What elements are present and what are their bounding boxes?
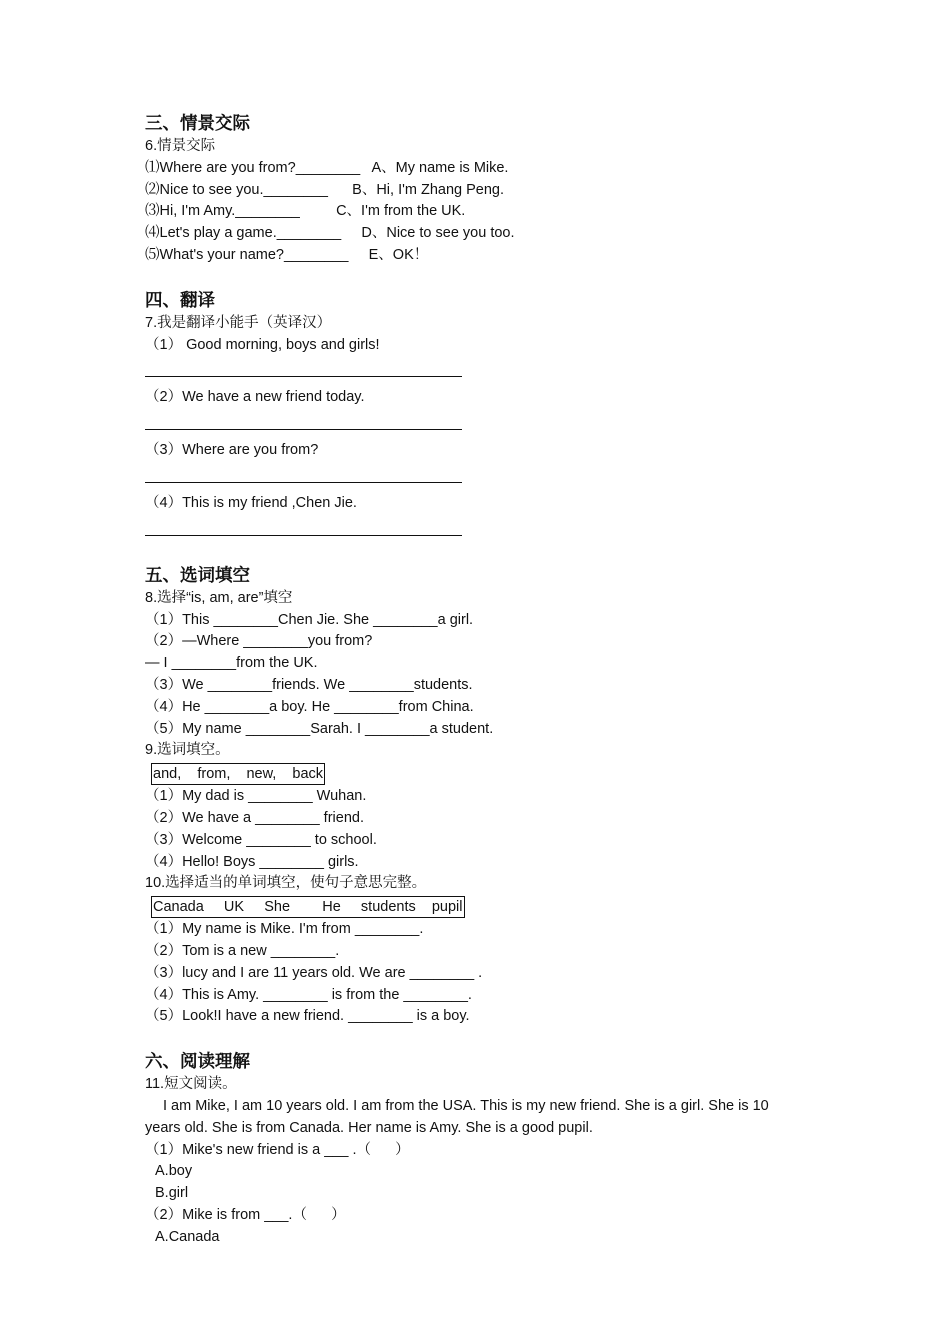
fill-line: （2）We have a ________ friend. — [145, 809, 364, 826]
dialogue-line: ⑸What's your name?________ E、OK！ — [145, 246, 429, 263]
fill-line: （5）My name ________Sarah. I ________a student. — [145, 720, 494, 737]
question-text: （1）Mike's new friend is a ___ . — [145, 1141, 357, 1158]
dialogue-line: ⑴Where are you from?________ A、My name is Mike. — [145, 159, 509, 176]
translation-item: （3）Where are you from? — [145, 442, 319, 459]
question-title-10: 10.选择适当的单词填空，使句子意思完整。 — [145, 875, 427, 892]
question-title-9: 9.选词填空。 — [145, 742, 230, 759]
translation-item: （2）We have a new friend today. — [145, 389, 365, 406]
section-heading-4: 四、翻译 — [145, 290, 215, 311]
word-bank-box: and, from, new, back — [151, 763, 325, 785]
section-heading-5: 五、选词填空 — [145, 565, 250, 586]
fill-line: （4）This is Amy. ________ is from the ________. — [145, 986, 472, 1003]
word-bank-box: Canada UK She He students pupil — [151, 896, 465, 918]
answer-paren: （ ） — [356, 1141, 410, 1158]
section-heading-6: 六、阅读理解 — [145, 1052, 250, 1073]
fill-line: （4）Hello! Boys ________ girls. — [145, 853, 359, 870]
question-title-8: 8.选择“is, am, are”填空 — [145, 589, 293, 606]
reading-passage: I am Mike, I am 10 years old. I am from the USA. This is my new friend. She is a girl. She is 10 years old. She is from Canada. Her name is Amy. She is a good pupil. — [145, 1097, 769, 1136]
question-title-11: 11.短文阅读。 — [145, 1076, 237, 1093]
option: A.boy — [155, 1163, 193, 1180]
option: B.girl — [155, 1185, 189, 1202]
fill-line: （3）lucy and I are 11 years old. We are ________ . — [145, 964, 483, 981]
question-title-7: 7.我是翻译小能手（英译汉） — [145, 314, 332, 331]
answer-line — [145, 376, 462, 377]
dialogue-line: ⑶Hi, I'm Amy.________ C、I'm from the UK. — [145, 203, 466, 220]
fill-line: （5）Look!I have a new friend. ________ is a boy. — [145, 1008, 470, 1025]
worksheet-page — [145, 112, 825, 1248]
answer-line — [145, 535, 462, 536]
translation-item: （4）This is my friend ,Chen Jie. — [145, 494, 357, 511]
fill-line: （1）My dad is ________ Wuhan. — [145, 788, 367, 805]
dialogue-line: ⑷Let's play a game.________ D、Nice to see you too. — [145, 225, 515, 242]
fill-line: （1）My name is Mike. I'm from ________. — [145, 921, 424, 938]
fill-line: — I ________from the UK. — [145, 655, 318, 672]
fill-line: （3）We ________friends. We ________students. — [145, 676, 473, 693]
answer-line — [145, 482, 462, 483]
fill-line: （2）Tom is a new ________. — [145, 942, 340, 959]
dialogue-line: ⑵Nice to see you.________ B、Hi, I'm Zhang Peng. — [145, 181, 505, 198]
fill-line: （3）Welcome ________ to school. — [145, 831, 377, 848]
reading-question-1 — [145, 1140, 825, 1162]
answer-paren: （ ） — [292, 1206, 346, 1223]
option: A.Canada — [155, 1228, 220, 1245]
fill-line: （2）—Where ________you from? — [145, 633, 373, 650]
section-heading-3: 三、情景交际 — [145, 114, 250, 134]
translation-item: （1） Good morning, boys and girls! — [145, 336, 380, 353]
fill-line: （4）He ________a boy. He ________from China. — [145, 698, 474, 715]
question-title-6: 6.情景交际 — [145, 138, 216, 154]
reading-question-2 — [145, 1205, 825, 1227]
fill-line: （1）This ________Chen Jie. She ________a girl. — [145, 611, 474, 628]
answer-line — [145, 429, 462, 430]
question-text: （2）Mike is from ___. — [145, 1206, 293, 1223]
